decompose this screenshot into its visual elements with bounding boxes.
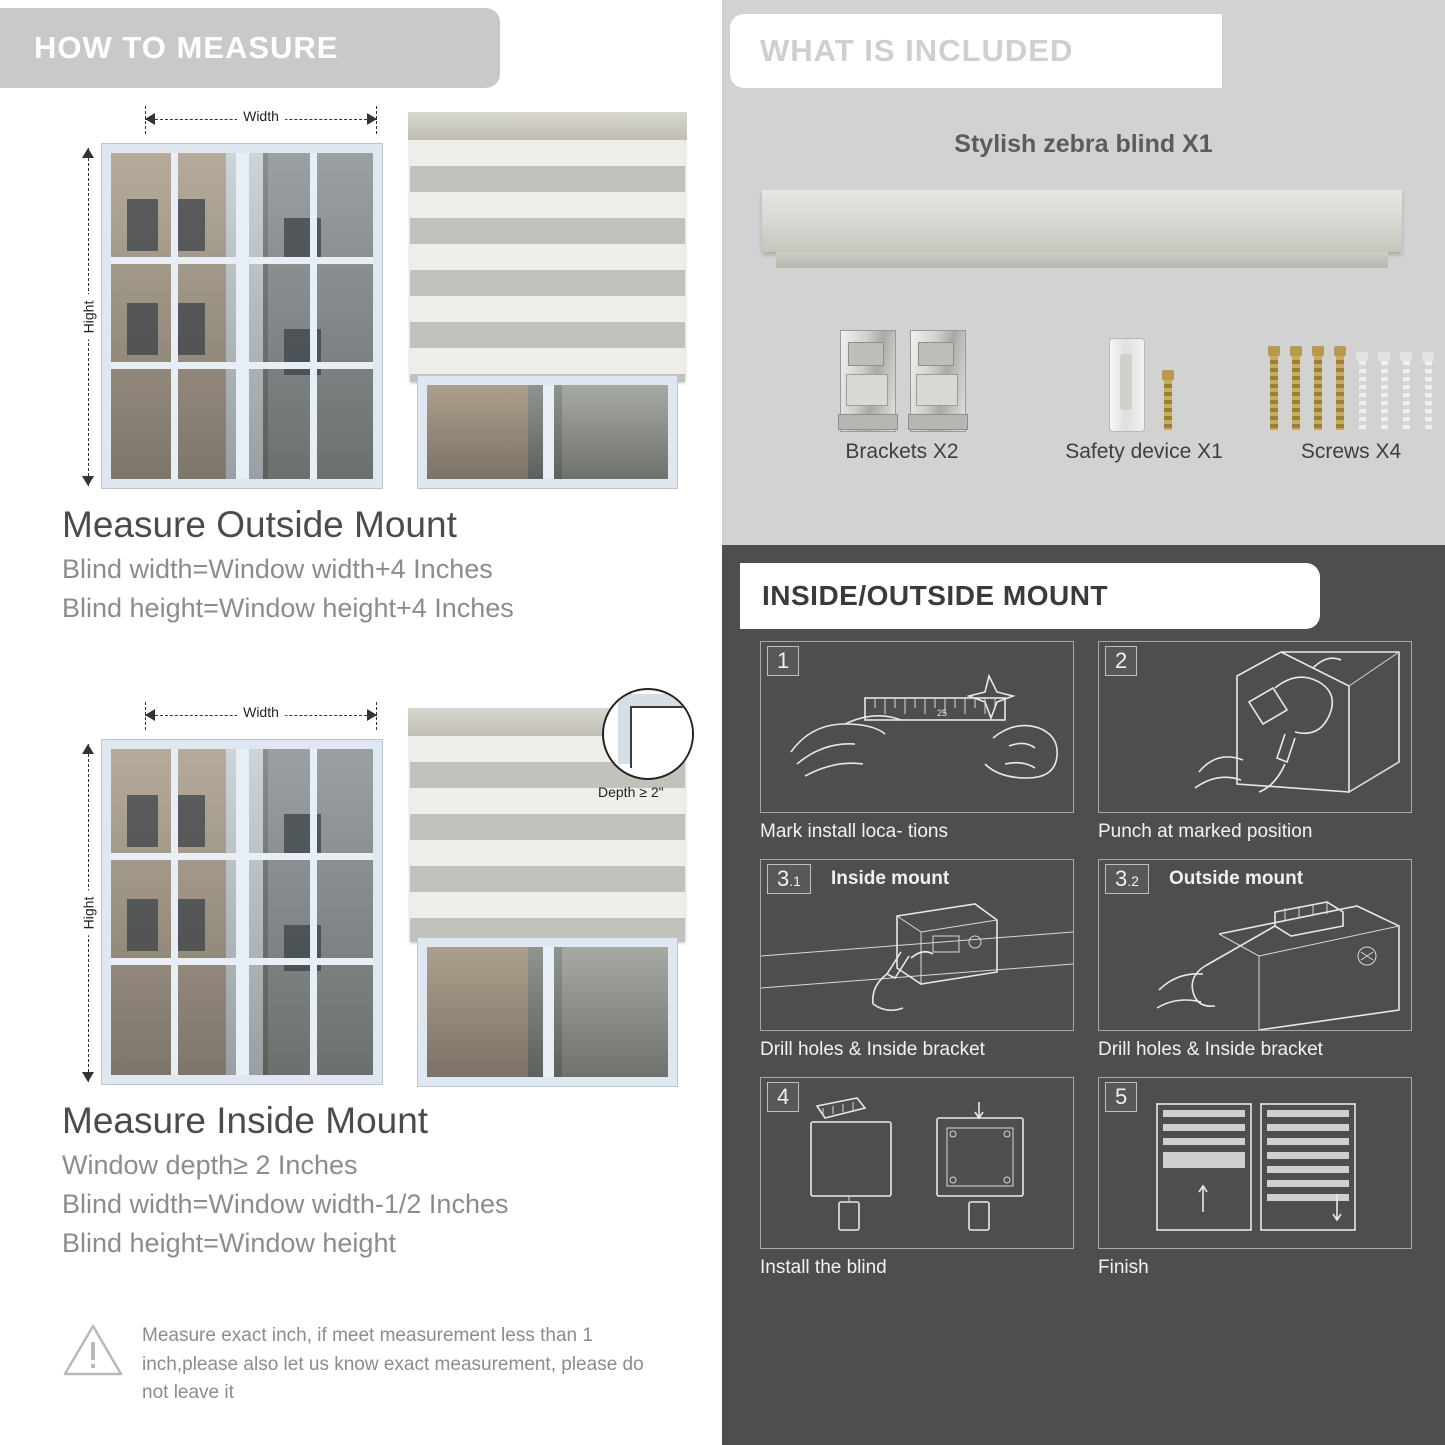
inside-width-label: Width xyxy=(237,704,285,720)
measure-warning xyxy=(62,1322,662,1408)
outside-height-label: Hight xyxy=(80,295,96,340)
step-caption: Punch at marked position xyxy=(1098,821,1313,842)
outside-mount-diagram xyxy=(40,100,700,490)
inside-height-label: Hight xyxy=(80,891,96,936)
part-caption: Brackets X2 xyxy=(845,440,959,463)
inside-height-dimension xyxy=(75,744,101,1082)
anchor-icon xyxy=(1400,352,1412,430)
anchor-icon xyxy=(1356,352,1368,430)
screw-icon xyxy=(1334,346,1346,430)
outside-height-dimension xyxy=(75,148,101,486)
outside-mount-block xyxy=(0,100,712,624)
inside-outside-mount-title: INSIDE/OUTSIDE MOUNT xyxy=(762,580,1109,611)
inside-mount-line-2: Blind width=Window width-1/2 Inches xyxy=(62,1189,509,1219)
outside-width-label: Width xyxy=(237,108,285,124)
window-photo-outside xyxy=(102,144,382,488)
step-caption: Install the blind xyxy=(760,1257,887,1278)
warning-triangle-icon xyxy=(62,1322,124,1378)
step-inline-label: Inside mount xyxy=(831,868,950,889)
step-5 xyxy=(1098,1077,1410,1279)
step-4 xyxy=(760,1077,1072,1279)
step-caption: Finish xyxy=(1098,1257,1149,1278)
parts-row xyxy=(722,320,1445,520)
anchor-icon xyxy=(1422,352,1434,430)
step-2-illustration xyxy=(1098,641,1412,813)
how-to-measure-title: HOW TO MEASURE xyxy=(34,30,339,65)
inside-width-dimension xyxy=(145,704,377,726)
outside-mount-title: Measure Outside Mount xyxy=(62,504,457,545)
zebra-blind-rail-image xyxy=(762,190,1402,252)
step-number: 1 xyxy=(767,646,799,676)
what-is-included-title: WHAT IS INCLUDED xyxy=(760,33,1074,68)
kit-title: Stylish zebra blind X1 xyxy=(954,130,1213,158)
step-number: 2 xyxy=(1105,646,1137,676)
step-4-illustration xyxy=(760,1077,1074,1249)
inside-mount-diagram xyxy=(40,696,700,1086)
what-is-included-header xyxy=(730,14,1222,88)
how-to-measure-header xyxy=(0,8,500,88)
step-number: 3.2 xyxy=(1105,864,1149,894)
step-1-illustration xyxy=(760,641,1074,813)
screw-icon xyxy=(1268,346,1280,430)
step-caption: Mark install loca- tions xyxy=(760,821,948,842)
window-photo-inside xyxy=(102,740,382,1084)
what-is-included-panel xyxy=(722,0,1445,545)
how-to-measure-panel xyxy=(0,0,712,1445)
screw-icon xyxy=(1290,346,1302,430)
part-caption: Screws X4 xyxy=(1300,440,1402,463)
inside-mount-line-3: Blind height=Window height xyxy=(62,1228,396,1258)
part-safety-device xyxy=(1004,320,1284,464)
part-caption: Safety device X1 xyxy=(1065,440,1223,463)
svg-text:25: 25 xyxy=(937,708,948,718)
outside-width-dimension xyxy=(145,108,377,130)
anchor-icon xyxy=(1378,352,1390,430)
step-caption: Drill holes & Inside bracket xyxy=(760,1039,985,1060)
step-number: 3.1 xyxy=(767,864,811,894)
inside-mount-block xyxy=(0,696,712,1259)
steps-grid xyxy=(760,641,1410,1295)
step-number: 4 xyxy=(767,1082,799,1112)
inside-mount-line-1: Window depth≥ 2 Inches xyxy=(62,1150,358,1180)
bracket-icon xyxy=(836,330,898,430)
step-5-illustration xyxy=(1098,1077,1412,1249)
part-screws xyxy=(1256,320,1445,464)
step-3-2 xyxy=(1098,859,1410,1061)
part-brackets xyxy=(784,320,1020,464)
step-3-1-illustration xyxy=(760,859,1074,1031)
outside-mount-line-1: Blind width=Window width+4 Inches xyxy=(62,554,493,584)
outside-mount-line-2: Blind height=Window height+4 Inches xyxy=(62,593,514,623)
safety-device-icon xyxy=(1109,338,1143,430)
warning-text: Measure exact inch, if meet measurement less than 1 inch,please also let us know exact measurement, please do not leave it xyxy=(142,1325,644,1403)
step-caption: Drill holes & Inside bracket xyxy=(1098,1039,1323,1060)
depth-label: Depth ≥ 2" xyxy=(598,784,664,800)
inside-mount-title: Measure Inside Mount xyxy=(62,1100,429,1141)
step-inline-label: Outside mount xyxy=(1169,868,1304,889)
blind-photo-outside xyxy=(410,114,685,488)
screw-icon xyxy=(1312,346,1324,430)
screw-icon xyxy=(1162,370,1174,430)
bracket-icon xyxy=(906,330,968,430)
step-1 xyxy=(760,641,1072,843)
step-3-2-illustration xyxy=(1098,859,1412,1031)
depth-detail-circle xyxy=(602,688,694,780)
step-3-1 xyxy=(760,859,1072,1061)
inside-outside-mount-header xyxy=(740,563,1320,629)
step-2 xyxy=(1098,641,1410,843)
window-depth-callout xyxy=(598,688,712,818)
inside-outside-mount-panel xyxy=(722,545,1445,1445)
step-number: 5 xyxy=(1105,1082,1137,1112)
